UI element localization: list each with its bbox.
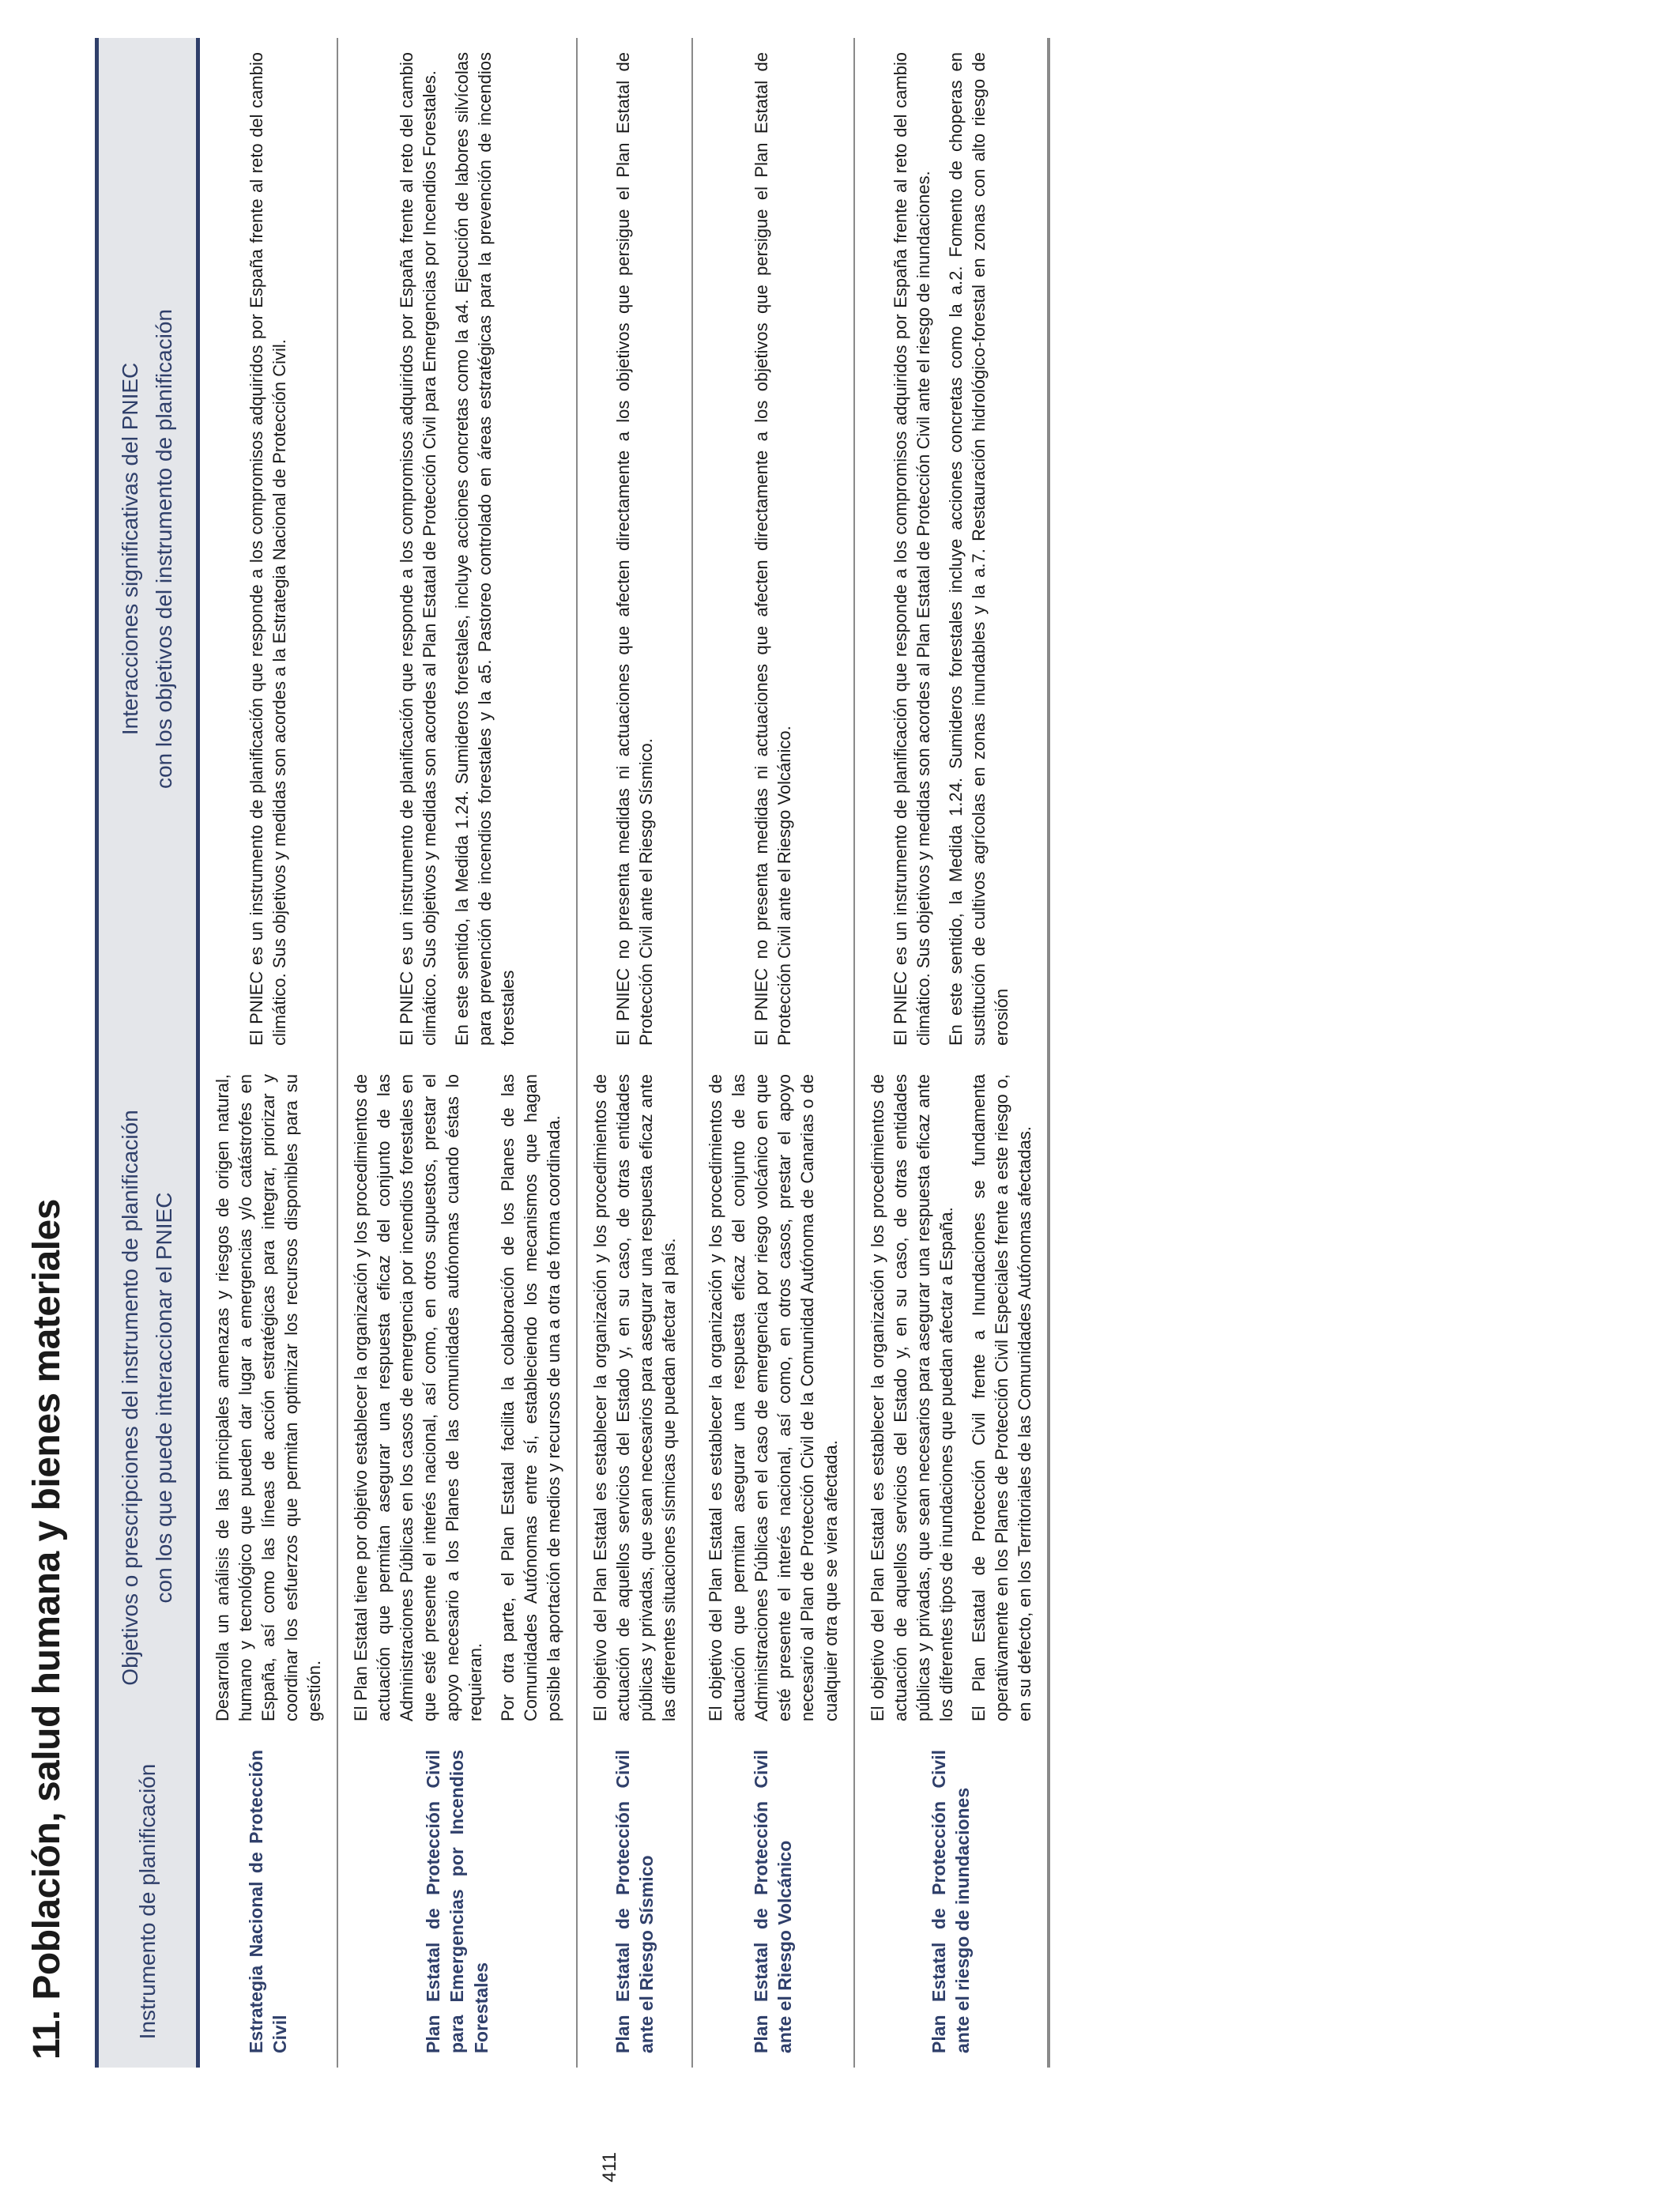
- interactions-paragraph: El PNIEC no presenta medidas ni actuaciones que afecten directamente a los objetivos que persigue el Plan Estatal de Protección Civil ante el Riesgo Sísmico.: [613, 52, 657, 1046]
- row-instrument: Plan Estatal de Protección Civil ante el Riesgo Sísmico: [577, 1736, 692, 2068]
- objectives-paragraph: El objetivo del Plan Estatal es establecer la organización y los procedimientos de actuación de aquellos servicios del Estado y, en su caso, de otras entidades públicas y privadas, que sean necesarios para asegurar una respuesta eficaz ante las diferentes situaciones sísmicas que puedan afectar al país.: [590, 1074, 680, 1721]
- header-objectives: [97, 1060, 198, 1736]
- row-objectives: [198, 1060, 337, 1736]
- row-objectives: [692, 1060, 853, 1736]
- header-objectives-line1: Objetivos o prescripciones del instrumento de planificación: [118, 1110, 142, 1686]
- row-instrument: Plan Estatal de Protección Civil para Emergencias por Incendios Forestales: [337, 1736, 577, 2068]
- row-instrument: Plan Estatal de Protección Civil ante el riesgo de inundaciones: [854, 1736, 1049, 2068]
- objectives-paragraph: El objetivo del Plan Estatal es establecer la organización y los procedimientos de actuación de aquellos servicios del Estado y, en su caso, de otras entidades públicas y privadas, que sean necesarios para asegurar una respuesta eficaz ante los diferentes tipos de inundaciones que puedan afectar a España.: [867, 1074, 956, 1721]
- header-interactions: [97, 38, 198, 1060]
- row-interactions: [577, 38, 692, 1060]
- table-row: [198, 38, 337, 2068]
- page-number: 411: [599, 2151, 620, 2183]
- table-row: [854, 38, 1049, 2068]
- row-objectives: [337, 1060, 577, 1736]
- objectives-paragraph: El Plan Estatal tiene por objetivo establecer la organización y los procedimientos de actuación que permitan asegurar una respuesta eficaz del conjunto de las Administraciones Públicas en los casos de emergencia por incendios forestales en que esté presente el interés nacional, así como, en otros supuestos, prestar el apoyo necesario a los Planes de las comunidades autónomas cuando éstas lo requieran.: [350, 1074, 486, 1721]
- table-row: [337, 38, 577, 2068]
- header-instrument-label: Instrumento de planificación: [134, 1763, 160, 2040]
- section-title: 11. Población, salud humana y bienes materiales: [26, 1199, 68, 2060]
- header-objectives-line2: con los que puede interaccionar el PNIEC: [152, 1192, 177, 1604]
- row-interactions: [854, 38, 1049, 1060]
- objectives-paragraph: Por otra parte, el Plan Estatal facilita la colaboración de los Planes de las Comunidades Autónomas entre sí, estableciendo los mecanismos que hagan posible la aportación de medios y recursos de una a otra de forma coordinada.: [498, 1074, 564, 1721]
- objectives-paragraph: El objetivo del Plan Estatal es establecer la organización y los procedimientos de actuación que permitan asegurar una respuesta eficaz del conjunto de las Administraciones Públicas en el caso de emergencia por riesgo volcánico en que esté presente el interés nacional, así como, en otros casos, prestar el apoyo necesario al Plan de Protección Civil de la Comunidad Autónoma de Canarias o de cualquier otra que se viera afectada.: [706, 1074, 841, 1721]
- table-header-row: [97, 38, 198, 2068]
- row-instrument: Plan Estatal de Protección Civil ante el Riesgo Volcánico: [692, 1736, 853, 2068]
- objectives-paragraph: Desarrolla un análisis de las principales amenazas y riesgos de origen natural, humano y tecnológico que pueden dar lugar a emergencias y/o catástrofes en España, así como las líneas de acción estratégicas para integrar, priorizar y coordinar los esfuerzos que permitan optimizar los recursos disponibles para su gestión.: [212, 1074, 324, 1721]
- row-objectives: [854, 1060, 1049, 1736]
- row-interactions: [337, 38, 577, 1060]
- interactions-paragraph: En este sentido, la Medida 1.24. Sumideros forestales incluye acciones concretas como la a.2. Fomento de choperas en sustitución de cultivos agrícolas en zonas inundables y la a.7. Restauración hidrológico-forestal en zonas con alto riesgo de erosión: [945, 52, 1011, 1046]
- interactions-paragraph: El PNIEC no presenta medidas ni actuaciones que afecten directamente a los objetivos que persigue el Plan Estatal de Protección Civil ante el Riesgo Volcánico.: [751, 52, 795, 1046]
- planning-instruments-table: [95, 38, 1050, 2068]
- row-objectives: [577, 1060, 692, 1736]
- table-row: [577, 38, 692, 2068]
- row-interactions: [692, 38, 853, 1060]
- row-instrument: Estrategia Nacional de Protección Civil: [198, 1736, 337, 2068]
- row-interactions: [198, 38, 337, 1060]
- interactions-paragraph: En este sentido, la Medida 1.24. Sumideros forestales, incluye acciones concretas como la a4. Ejecución de labores silvícolas para prevención de incendios forestales y la a5. Pastoreo controlado en áreas estratégicas para la prevención de incendios forestales: [452, 52, 518, 1046]
- interactions-paragraph: El PNIEC es un instrumento de planificación que responde a los compromisos adquiridos por España frente al reto del cambio climático. Sus objetivos y medidas son acordes al Plan Estatal de Protección Civil para Emergencias por Incendios Forestales.: [397, 52, 440, 1046]
- header-interactions-line1: Interacciones significativas del PNIEC: [118, 362, 142, 736]
- header-instrument: [97, 1736, 198, 2068]
- interactions-paragraph: El PNIEC es un instrumento de planificación que responde a los compromisos adquiridos por España frente al reto del cambio climático. Sus objetivos y medidas son acordes al Plan Estatal de Protección Civil ante el riesgo de inundaciones.: [890, 52, 933, 1046]
- interactions-paragraph: El PNIEC es un instrumento de planificación que responde a los compromisos adquiridos por España frente al reto del cambio climático. Sus objetivos y medidas son acordes a la Estrategia Nacional de Protección Civil.: [247, 52, 290, 1046]
- table-row: [692, 38, 853, 2068]
- objectives-paragraph: El Plan Estatal de Protección Civil frente a Inundaciones se fundamenta operativamente en los Planes de Protección Civil Especiales frente a este riesgo o, en su defecto, en los Territoriales de las Comunidades Autónomas afectadas.: [968, 1074, 1034, 1721]
- header-interactions-line2: con los objetivos del instrumento de planificación: [152, 308, 177, 790]
